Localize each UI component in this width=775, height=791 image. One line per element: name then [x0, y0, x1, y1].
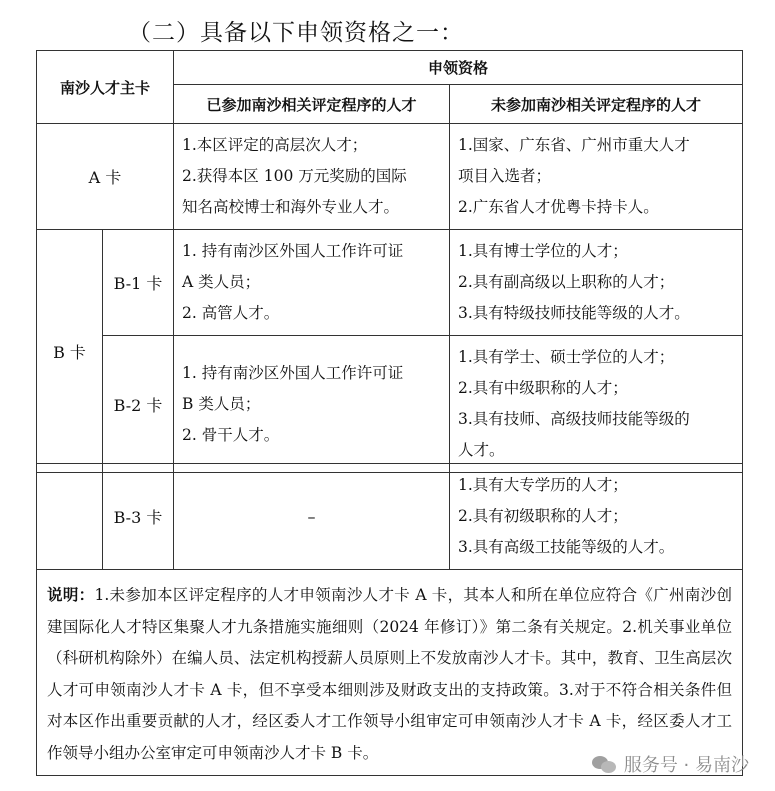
b2-card-label: B-2 卡	[103, 336, 174, 473]
b2-card-joined: 1. 持有南沙区外国人工作许可证 B 类人员； 2. 骨干人才。	[174, 336, 450, 473]
b-card-label: B 卡	[37, 230, 103, 473]
b1-card-joined: 1. 持有南沙区外国人工作许可证 A 类人员； 2. 高管人才。	[174, 230, 450, 336]
header-not-joined: 未参加南沙相关评定程序的人才	[450, 85, 743, 124]
section-heading: （二）具备以下申领资格之一：	[128, 20, 464, 46]
a-card-label: A 卡	[37, 124, 174, 230]
a-card-not-joined: 1.国家、广东省、广州市重大人才 项目入选者； 2.广东省人才优粤卡持卡人。	[450, 124, 743, 230]
header-joined: 已参加南沙相关评定程序的人才	[174, 85, 450, 124]
header-qualification: 申领资格	[174, 51, 743, 85]
wechat-icon	[592, 754, 618, 774]
b-card-continued-cell	[37, 464, 103, 570]
b2-card-not-joined: 1.具有学士、硕士学位的人才； 2.具有中级职称的人才； 3.具有技师、高级技师技能等级的 人才。	[450, 336, 743, 473]
a-card-joined: 1.本区评定的高层次人才； 2.获得本区 100 万元奖励的国际 知名高校博士和海外专业人才。	[174, 124, 450, 230]
qualification-table-continued	[36, 463, 743, 776]
b1-card-not-joined: 1.具有博士学位的人才； 2.具有副高级以上职称的人才； 3.具有特级技师技能等级的人才。	[450, 230, 743, 336]
note-label: 说明：	[47, 586, 95, 604]
b3-card-joined: –	[174, 464, 450, 570]
header-main-card: 南沙人才主卡	[37, 51, 174, 124]
b3-card-not-joined: 1.具有大专学历的人才； 2.具有初级职称的人才； 3.具有高级工技能等级的人才。	[450, 464, 743, 570]
b1-card-label: B-1 卡	[103, 230, 174, 336]
watermark-text: 服务号 · 易南沙	[623, 755, 749, 776]
watermark	[592, 751, 749, 777]
note-cell	[37, 570, 743, 776]
note-text: 1.未参加本区评定程序的人才申领南沙人才卡 A 卡，其本人和所在单位应符合《广州南沙创建国际化人才特区集聚人才九条措施实施细则（2024 年修订）》第二条有关规定。2.机关事业单位（科研机构除外）在编人员、法定机构授薪人员原则上不发放南沙人才卡。其中，教育、卫生高层次人才可申领南沙人才卡 A 卡，但不享受本细则涉及财政支出的支持政策。3.对于不符合相关条件但对本区作出重要贡献的人才，经区委人才工作领导小组审定可申领南沙人才卡 A 卡，经区委人才工作领导小组办公室审定可申领南沙人才卡 B 卡。	[47, 586, 732, 762]
b3-card-label: B-3 卡	[103, 464, 174, 570]
qualification-table	[36, 50, 743, 473]
